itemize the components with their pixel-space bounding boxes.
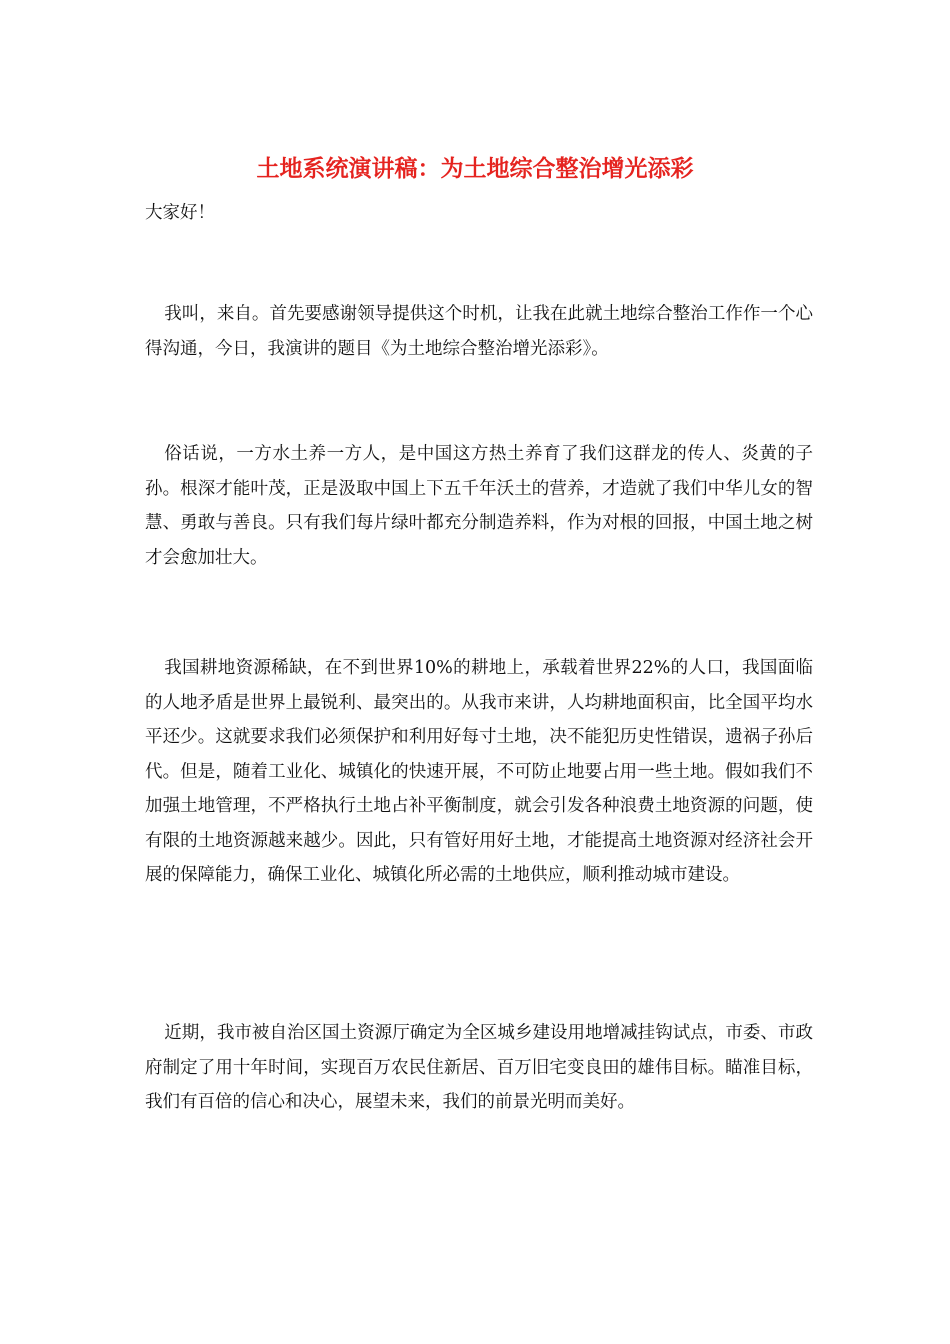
- paragraph-land-resources: 我国耕地资源稀缺，在不到世界10%的耕地上，承载着世界22%的人口，我国面临的人地矛盾是世界上最锐利、最突出的。从我市来讲，人均耕地面积亩，比全国平均水平还少。这就要求我们必须保护和利用好每寸土地，决不能犯历史性错误，遗祸子孙后代。但是，随着工业化、城镇化的快速开展，不可防止地要占用一些土地。假如我们不加强土地管理，不严格执行土地占补平衡制度，就会引发各种浪费土地资源的问题，使有限的土地资源越来越少。因此，只有管好用好土地，才能提高土地资源对经济社会开展的保障能力，确保工业化、城镇化所必需的土地供应，顺利推动城市建设。: [145, 658, 813, 885]
- greeting: 大家好！: [145, 203, 215, 223]
- paragraph-introduction: 我叫，来自。首先要感谢领导提供这个时机，让我在此就土地综合整治工作作一个心得沟通，今日，我演讲的题目《为土地综合整治增光添彩》。: [145, 304, 813, 359]
- document-title: 土地系统演讲稿：为土地综合整治增光添彩: [256, 155, 694, 182]
- paragraph-pilot-goal: 近期，我市被自治区国土资源厅确定为全区城乡建设用地增减挂钩试点，市委、市政府制定了用十年时间，实现百万农民住新居、百万旧宅变良田的雄伟目标。瞄准目标，我们有百倍的信心和决心，展望未来，我们的前景光明而美好。: [145, 1023, 813, 1112]
- paragraph-proverb: 俗话说，一方水土养一方人，是中国这方热土养育了我们这群龙的传人、炎黄的子孙。根深才能叶茂，正是汲取中国上下五千年沃土的营养，才造就了我们中华儿女的智慧、勇敢与善良。只有我们每片绿叶都充分制造养料，作为对根的回报，中国土地之树才会愈加壮大。: [145, 444, 813, 568]
